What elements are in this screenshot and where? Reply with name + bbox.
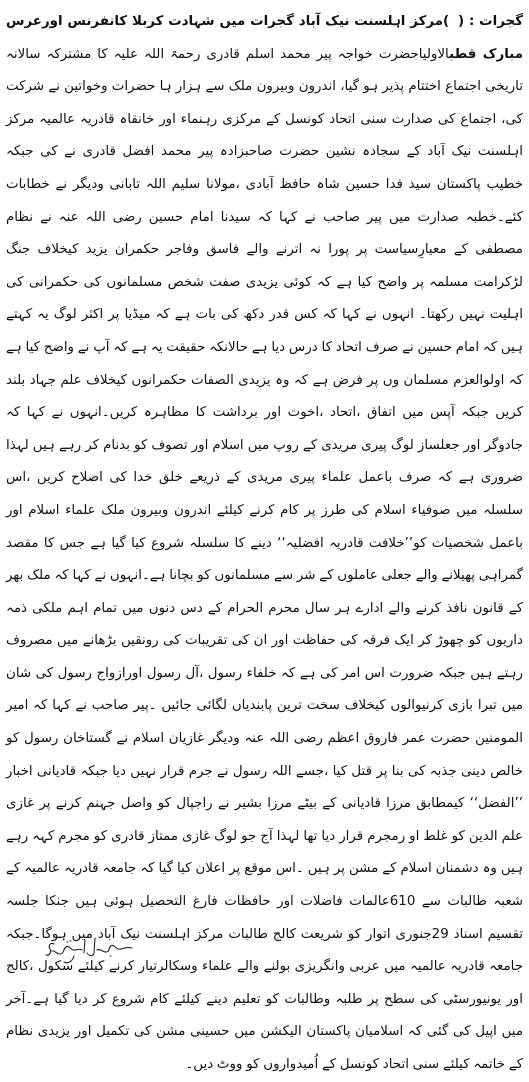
- handwritten-signature: [40, 926, 140, 976]
- article-body: [6, 6, 523, 1082]
- article-text: الاولیاحضرت خواجہ پیر محمد اسلم قادری رحمۃ اللہ علیہ کا مشترکہ سالانہ تاریخی اجتماع اختتام پذیر ہو گیا، اندرون وبیرون ملک سے ہزار ہا حضرات وخواتین نے شرکت کی، اجتماع کی صدارت سنی اتحاد کونسل کے مرکزی رہنماء اور خانقاہ قادریہ عالمیہ مرکز اہلسنت نیک آباد کے سجادہ نشین حضرت صاحبزادہ پیر محمد افضل قادری نے کی جبکہ خطیب پاکستان سید فدا حسین شاہ حافظ آبادی ،مولانا سلیم اللہ تابانی ودیگر نے خطابات کئے۔خطبہ صدارت میں پیر صاحب نے کہا کہ سیدنا امام حسین رضی اللہ عنہ نے نظام مصطفی کے معیارِسیاست پر پورا نہ اترنے والے فاسق وفاجر حکمران یزید کیخلاف جنگ لڑکرامت مسلمہ پر واضح کیا ہے کہ کوئی یزیدی صفت شخص مسلمانوں کی حکمرانی کی اہلیت نہیں رکھتا۔ انہوں نے کہا کہ کس قدر دکھ کی بات ہے کہ میڈیا پر اکثر لوگ یہ کہتے ہیں کہ امام حسین نے صرف اتحاد کا درس دیا ہے حالانکہ حقیقت یہ ہے کہ آپ نے واضح کیا ہے کہ اولوالعزم مسلمان وں پر فرض ہے کہ وہ یزیدی الصفات حکمرانوں کیخلاف علم جہاد بلند کریں جبکہ آپس میں اتفاق ،اتحاد ،اخوت اور برداشت کا مظاہرہ کریں۔انہوں نے کہا کہ جادوگر اور جعلساز لوگ پیری مریدی کے روپ میں اسلام اور تصوف کو بدنام کر رہے ہیں لہذا ضروری ہے کہ صرف باعمل علماء پیری مریدی کے ذریعے خلق خدا کی اصلاح کریں ،اس سلسلہ میں صوفیاء اسلام کی طرز پر کام کرنے کیلئے اندرون وبیرون ملک علماء اسلام اور باعمل شخصیات کو’’خلافت قادریہ افضلیہ‘‘ دینے کا سلسلہ شروع کیا گیا ہے جس کا مقصد گمراہی پھیلانے والے جعلی عاملوں کے شر سے مسلمانوں کو بچانا ہے۔انہوں نے کہا کہ ملک بھر کے قانون نافذ کرنے والے ادارے ہر سال محرم الحرام کے دس دنوں میں تمام اہم ملکی ذمہ داریوں کو چھوڑ کر ایک فرقہ کی حفاظت اور ان کی تقریبات کی رونقیں بڑھانے میں مصروف رہتے ہیں جبکہ ضرورت اس امر کی ہے کہ خلفاء رسول ،آل رسول اورازواج رسول کی شان میں تبرا بازی کرنیوالوں کیخلاف سخت ترین پابندیاں لگائی جائیں ۔پیر صاحب نے کہا کہ امیر المومنین حضرت عمر فاروق اعظم رضی اللہ عنہ ودیگر غازیان اسلام نے گستاخان رسول کو خالص دینی جذبہ کی بنا پر قتل کیا ،جسے اللہ رسول نے جرم قرار نہیں دیا جبکہ قادیانی اخبار ’’الفضل‘‘ کیمطابق مرزا قادیانی کے بیٹے مرزا بشیر نے راجپال کو واصل جہنم کرنے پر غازی علم الدین کو غلط او رمجرم قرار دیا تھا لہذا آج جو لوگ غازی ممتاز قادری کو مجرم کہہ رہے ہیں وہ دشمنان اسلام کے مشن پر ہیں ۔اس موقع پر اعلان کیا گیا کہ جامعہ قادریہ عالمیہ کے شعبہ طالبات سے 610عالمات فاضلات اور حافظات فارغ التحصیل ہوئی ہیں جنکا جلسہ تقسیم اسناد 29جنوری اتوار کو شریعت کالج طالبات مرکز اہلسنت نیک آباد میں ہوگا۔جبکہ جامعہ قادریہ عالمیہ میں عربی وانگریزی بولنے والے علماء وسکالرتیار کرنے کیلئے سکول ،کالج اور یونیورسٹی کی سطح پر طلبہ وطالبات کو تعلیم دینے کیلئے کام شروع کر دیا گیا ہے۔آخر میں اپیل کی گئی کہ اسلامیان پاکستان الیکشن میں حسینی مشن کی تکمیل اور یزیدی نظام کے خاتمہ کیلئے سنی اتحاد کونسل کے اُمیدواروں کو ووٹ دیں۔: [6, 46, 524, 1072]
- signature-graphic: [40, 926, 140, 976]
- article-headline: )مرکز اہلسنت نیک آباد گجرات میں شہادت کربلا کانفرنس اورعرس مبارک قطب: [6, 14, 523, 62]
- article-dateline: گجرات : (: [457, 14, 523, 29]
